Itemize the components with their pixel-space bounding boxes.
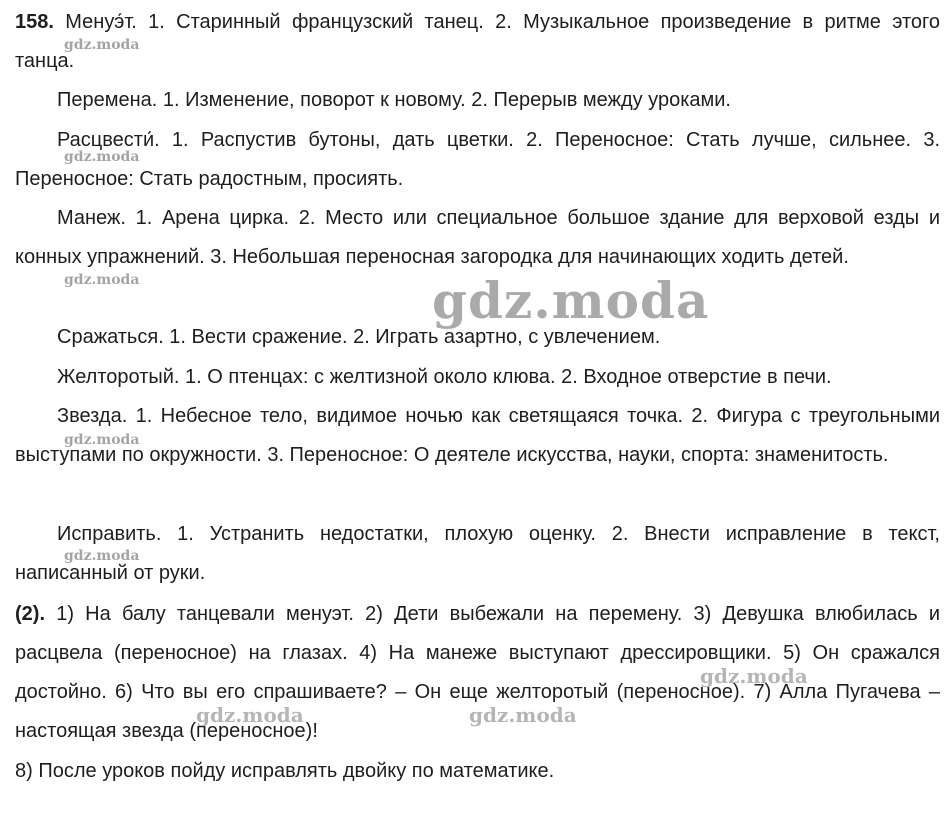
watermark-logo: gdz.moda — [700, 664, 808, 688]
entry-peremena: Перемена. 1. Изменение, поворот к новому. 2. Перерыв между уроками. — [57, 89, 731, 111]
entry-menuet-text: Менуэ́т. 1. Старинный французский танец. 2. Музыкальное произведение в ритме этого танца. — [15, 11, 940, 72]
entry-menuet — [15, 3, 940, 81]
watermark-logo: gdz.moda — [64, 548, 140, 564]
entry-zheltorotyy: Желторотый. 1. О птенцах: с желтизной около клюва. 2. Входное отверстие в печи. — [57, 366, 832, 388]
watermark-logo: gdz.moda — [196, 703, 304, 727]
watermark-logo: gdz.moda — [64, 149, 140, 165]
entry-zvezda: Звезда. 1. Небесное тело, видимое ночью как светящаяся точка. 2. Фигура с треугольными выступами по окружности. 3. Переносное: О деятеле искусства, науки, спорта: знаменитость. — [15, 405, 940, 466]
watermark-logo: gdz.moda — [64, 432, 140, 448]
watermark-logo-large: gdz.moda — [432, 271, 710, 330]
entry-ispravit: Исправить. 1. Устранить недостатки, плохую оценку. 2. Внести исправление в текст, написанный от руки. — [15, 523, 940, 584]
watermark-logo: gdz.moda — [469, 703, 577, 727]
part2-text: 1) На балу танцевали менуэт. 2) Дети выбежали на перемену. 3) Девушка влюбилась и расцвела (переносное) на глазах. 4) На манеже выступают дрессировщики. 5) Он сражался достойно. 6) Что вы его спрашиваете? – Он еще желторотый (переносное). 7) Алла Пугачева – настоящая звезда (переносное)! — [15, 603, 940, 742]
watermark-logo: gdz.moda — [64, 37, 140, 53]
entry-manezh: Манеж. 1. Арена цирка. 2. Место или специальное большое здание для верховой езды и конных упражнений. 3. Небольшая переносная загородка для начинающих ходить детей. — [15, 207, 940, 268]
part2-last-line: 8) После уроков пойду исправлять двойку по математике. — [15, 760, 555, 782]
exercise-number: 158. — [15, 11, 54, 33]
watermark-logo: gdz.moda — [64, 272, 140, 288]
entry-srazhatsya: Сражаться. 1. Вести сражение. 2. Играть азартно, с увлечением. — [57, 326, 661, 348]
part2-label: (2). — [15, 603, 45, 625]
entry-rastsvesti: Расцвести́. 1. Распустив бутоны, дать цветки. 2. Переносное: Стать лучше, сильнее. 3. Переносное: Стать радостным, просиять. — [15, 129, 940, 190]
